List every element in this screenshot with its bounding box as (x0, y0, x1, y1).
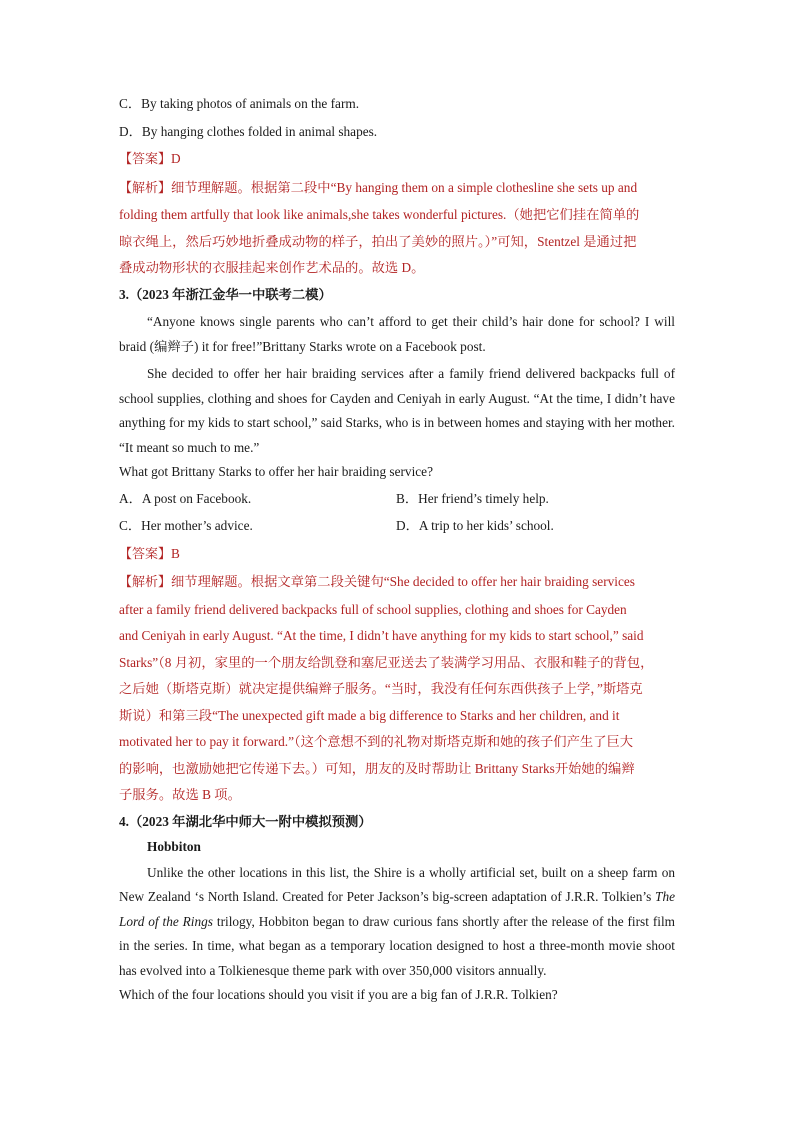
q3-options-row-2 (119, 514, 675, 539)
q3-options-row-1 (119, 487, 675, 512)
analysis-line: and Ceniyah in early August. “At the time, I didn’t have anything for my kids to start school,” said (119, 628, 644, 643)
analysis-line: Starks”（8 月初，家里的一个朋友给凯登和塞尼亚送去了装满学习用品、衣服和鞋子的背包， (119, 654, 654, 670)
q3-answer (119, 542, 675, 568)
q4-question: Which of the four locations should you visit if you are a big fan of J.R.R. Tolkien? (119, 987, 558, 1002)
q3-header: 3.（2023 年浙江金华一中联考二模） (119, 286, 332, 302)
analysis-line: 细节理解题。根据第二段中“By hanging them on a simple clothesline she sets up and (171, 179, 638, 195)
q2-answer (119, 147, 675, 173)
q3-paragraph-2: She decided to offer her hair braiding services after a family friend delivered backpacks full of school supplies, clothing and shoes for Cayden and Ceniyah in early August. “At the time, I didn’t have anything for my kids to start school,” said Starks, who is in between homes and staying with her mother. “It meant so much to me.” (119, 366, 675, 455)
q2-option-c: C．By taking photos of animals on the farm. (119, 96, 360, 111)
analysis-tag: 【解析】 (119, 575, 172, 590)
analysis-line: 晾衣绳上，然后巧妙地折叠成动物的样子，拍出了美妙的照片。）”可知，Stentzel 是通过把 (119, 233, 637, 249)
analysis-line: 之后她（斯塔克斯）就决定提供编辫子服务。“当时，我没有任何东西供孩子上学，”斯塔克 (119, 681, 643, 696)
q4-book-title: The Lord of the Rings (119, 889, 675, 929)
analysis-line: 的影响，也激励她把它传递下去。）可知，朋友的及时帮助让 Brittany Starks开始她的编辫 (119, 760, 635, 776)
answer-tag: 【答案】 (119, 152, 172, 167)
q3-option-b: B．Her friend’s timely help. (396, 490, 549, 506)
q4-header: 4.（2023 年湖北华中师大一附中模拟预测） (119, 813, 372, 829)
analysis-line: 叠成动物形状的衣服挂起来创作艺术品的。故选 D。 (119, 260, 425, 275)
answer-value: B (171, 545, 180, 561)
analysis-line: 子服务。故选 B 项。 (119, 787, 241, 802)
q2-analysis (119, 176, 675, 281)
document-page (119, 92, 675, 1008)
q3-analysis (119, 570, 675, 808)
q4-paragraph (119, 861, 675, 984)
analysis-tag: 【解析】 (119, 180, 172, 196)
analysis-line: folding them artfully that look like animals,she takes wonderful pictures.（她把它们挂在简单的 (119, 207, 640, 222)
q3-option-a: A．A post on Facebook. (119, 490, 252, 506)
q4-paragraph-text: Unlike the other locations in this list, the Shire is a wholly artificial set, built on a sheep farm on New Zealand ‘s North Island. Created for Peter Jackson’s big-screen adaptation of J.R.R. Tolkien’s (119, 864, 675, 904)
answer-tag: 【答案】 (119, 546, 172, 562)
q4-passage-title: Hobbiton (147, 839, 201, 854)
q3-option-d: D．A trip to her kids’ school. (396, 518, 554, 533)
q3-question: What got Brittany Starks to offer her hair braiding service? (119, 464, 433, 479)
q3-option-c: C．Her mother’s advice. (119, 518, 253, 533)
q3-paragraph-1: “Anyone knows single parents who can’t afford to get their child’s hair done for school? I will braid (编辫子) it for free!”Brittany Starks wrote on a Facebook post. (119, 314, 675, 354)
analysis-line: 细节理解题。根据文章第二段关键句“She decided to offer her hair braiding services (171, 574, 635, 589)
analysis-line: motivated her to pay it forward.”（这个意想不到的礼物对斯塔克斯和她的孩子们产生了巨大 (119, 734, 634, 749)
q4-paragraph-text-cont: trilogy, Hobbiton began to draw curious fans shortly after the release of the first film in the series. In time, what began as a temporary location designed to host a three-month movie shoot has evolved into a Tolkienesque theme park with over 350,000 visitors annually. (119, 913, 675, 978)
analysis-line: after a family friend delivered backpacks full of school supplies, clothing and shoes for Cayden (119, 601, 627, 617)
analysis-line: 斯说）和第三段“The unexpected gift made a big difference to Starks and her children, and it (119, 707, 620, 723)
answer-value: D (171, 151, 181, 166)
q2-option-d: D．By hanging clothes folded in animal shapes. (119, 123, 378, 139)
